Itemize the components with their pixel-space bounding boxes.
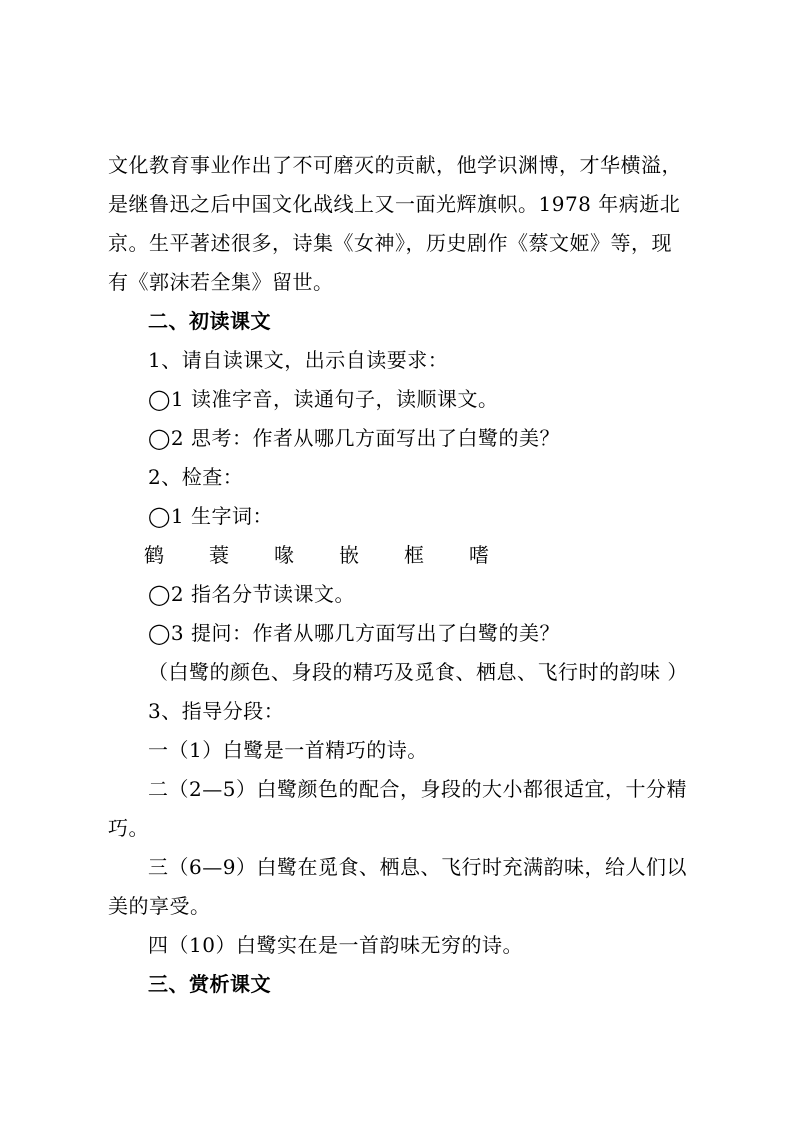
step-3: 3、指导分段： xyxy=(148,699,285,723)
step-1-item-1: ◯1 读准字音，读通句子，读顺课文。 xyxy=(148,387,499,411)
segment-3-line-2: 美的享受。 xyxy=(108,894,211,918)
step-2: 2、检查： xyxy=(148,465,244,489)
step-2-item-3: ◯3 提问：作者从哪几方面写出了白鹭的美？ xyxy=(148,621,560,645)
vocab-row xyxy=(108,536,698,575)
step-2-item-1: ◯1 生字词： xyxy=(148,504,273,528)
step-2-answer: （白鹭的颜色、身段的精巧及觅食、栖息、飞行时的韵味 ） xyxy=(148,660,688,684)
vocab-char: 鹤 xyxy=(144,543,165,567)
document-body xyxy=(108,146,698,1004)
intro-line-4: 有《郭沫若全集》留世。 xyxy=(108,270,334,294)
intro-line-1: 文化教育事业作出了不可磨灭的贡献，他学识渊博，才华横溢， xyxy=(108,153,682,177)
vocab-char: 框 xyxy=(404,543,425,567)
segment-1: 一（1）白鹭是一首精巧的诗。 xyxy=(148,738,428,762)
segment-4: 四（10）白鹭实在是一首韵味无穷的诗。 xyxy=(148,933,523,957)
step-1: 1、请自读课文，出示自读要求： xyxy=(148,348,449,372)
section-heading-2: 二、初读课文 xyxy=(148,309,271,333)
vocab-char: 嗜 xyxy=(469,543,490,567)
segment-2-line-2: 巧。 xyxy=(108,816,149,840)
segment-2-line-1: 二（2—5）白鹭颜色的配合，身段的大小都很适宜，十分精 xyxy=(148,777,687,801)
step-2-item-2: ◯2 指名分节读课文。 xyxy=(148,582,355,606)
section-heading-3: 三、赏析课文 xyxy=(148,972,271,996)
vocab-char: 嵌 xyxy=(339,543,360,567)
intro-line-2: 是继鲁迅之后中国文化战线上又一面光辉旗帜。1978 年病逝北 xyxy=(108,192,681,216)
step-1-item-2: ◯2 思考：作者从哪几方面写出了白鹭的美？ xyxy=(148,426,560,450)
vocab-char: 蓑 xyxy=(209,543,230,567)
intro-line-3: 京。生平著述很多，诗集《女神》，历史剧作《蔡文姬》等，现 xyxy=(108,231,672,255)
segment-3-line-1: 三（6—9）白鹭在觅食、栖息、飞行时充满韵味，给人们以 xyxy=(148,855,687,879)
vocab-char: 喙 xyxy=(274,543,295,567)
